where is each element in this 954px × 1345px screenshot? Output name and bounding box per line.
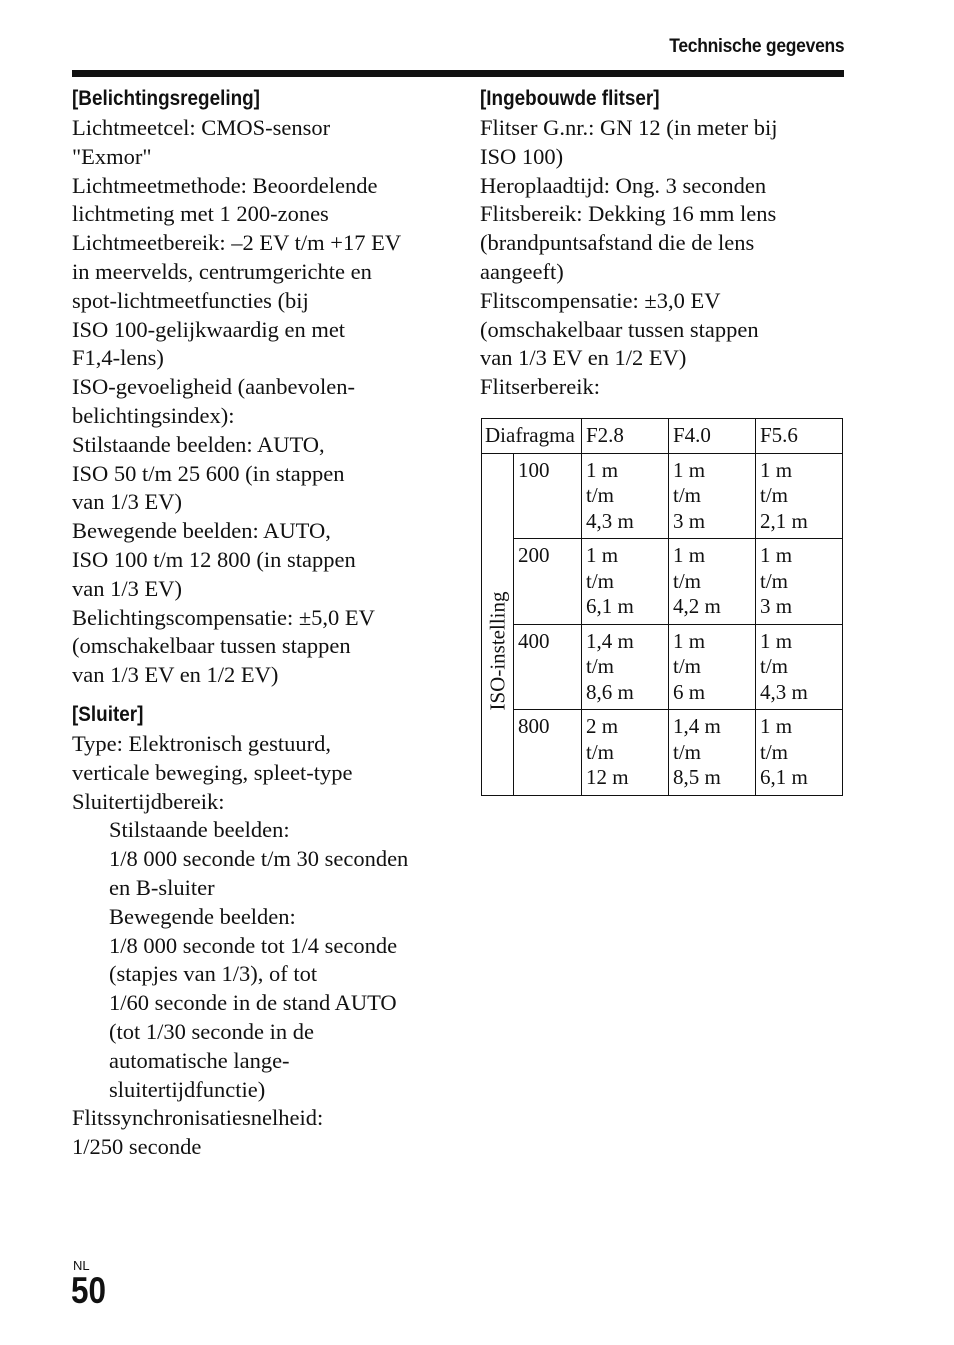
spec-entry [72,604,442,690]
range-cell-line: t/m [586,654,615,678]
spec-line: (brandpuntsafstand die de lens [480,230,755,256]
range-cell-line: 8,5 m [673,765,721,789]
range-cell-line: 2 m [586,714,619,738]
range-cell-line: t/m [760,568,789,593]
range-cell-line: 1 m [673,543,706,567]
left-column [72,84,442,1162]
spec-entry [72,373,442,603]
spec-entry [72,816,442,1104]
spec-entry [72,730,442,788]
right-column [480,84,844,402]
spec-line: 1/250 seconde [72,1134,202,1160]
table-row [482,453,843,539]
range-cell [669,624,756,710]
range-cell-line: 1 m [760,628,793,653]
spec-line: F1,4-lens) [72,345,164,371]
spec-line: 1/60 seconde in de stand AUTO [109,990,397,1016]
spec-line: verticale beweging, spleet-type [72,759,353,785]
table-row [482,539,843,625]
spec-line: Type: Elektronisch gestuurd, [72,730,331,756]
range-cell-line: t/m [760,483,789,507]
iso-value: 100 [514,453,582,539]
aperture-f40: F4.0 [669,419,756,454]
spec-line: ISO 100-gelijkwaardig en met [72,316,346,342]
range-cell [669,710,756,796]
spec-line: ISO 100 t/m 12 800 (in stappen [72,546,356,572]
range-cell-line: t/m [673,654,702,678]
spec-entry [72,1104,442,1162]
flash-spec-list [480,114,844,402]
spec-line: Flitserbereik: [480,374,600,400]
spec-line: van 1/3 EV) [72,575,182,601]
spec-line: (omschakelbaar tussen stappen [72,633,351,659]
shutter-spec-list [72,730,442,1162]
table-row [482,710,843,796]
range-cell-line: 1,4 m [673,714,721,738]
page-number: 50 [71,1270,106,1311]
spec-line: ISO 50 t/m 25 600 (in stappen [72,460,345,486]
spec-line: spot-lichtmeetfuncties (bij [72,287,309,313]
range-cell-line: t/m [586,568,615,593]
spec-line: 1/8 000 seconde tot 1/4 seconde [109,932,398,958]
iso-label-cell [482,453,514,795]
spec-line: Heroplaadtijd: Ong. 3 seconden [480,172,767,198]
spec-line: (stapjes van 1/3), of tot [109,961,318,987]
aperture-f28: F2.8 [582,419,669,454]
spec-line: aangeeft) [480,258,564,284]
range-cell-line: 12 m [586,765,629,789]
spec-entry [480,287,844,373]
range-cell-line: 6 m [673,679,706,704]
spec-line: (tot 1/30 seconde in de [109,1018,314,1044]
spec-line: (omschakelbaar tussen stappen [480,316,759,342]
range-cell-line: 4,2 m [673,594,721,618]
range-cell-line: 1 m [760,543,793,567]
range-cell-line: 2,1 m [760,508,808,533]
range-cell-line: t/m [586,739,615,764]
range-cell-line: 1 m [760,457,793,482]
aperture-header: Diafragma [482,419,582,454]
spec-line: en B-sluiter [109,874,215,900]
spec-line: Lichtmeetbereik: –2 EV t/m +17 EV [72,230,402,256]
spec-line: van 1/3 EV en 1/2 EV) [480,345,687,371]
range-cell-line: t/m [673,739,702,764]
range-cell-line: 1,4 m [586,628,634,653]
range-cell [582,453,669,539]
range-cell-line: 8,6 m [586,679,634,704]
spec-line: Belichtingscompensatie: ±5,0 EV [72,604,375,630]
range-cell-line: 1 m [673,457,706,482]
iso-value: 400 [514,624,582,710]
spec-line: Stilstaande beelden: AUTO, [72,431,325,457]
spec-line: Flitscompensatie: ±3,0 EV [480,287,721,313]
running-header: Technische gegevens [668,36,844,57]
spec-line: Flitssynchronisatiesnelheid: [72,1105,324,1131]
spec-line: Lichtmeetcel: CMOS-sensor [72,115,331,140]
spec-line: automatische lange- [109,1047,290,1073]
spec-entry [72,229,442,373]
range-cell [582,710,669,796]
range-cell [669,539,756,625]
spec-line: in meervelds, centrumgerichte en [72,258,372,284]
table-row [482,624,843,710]
exposure-section-title: [Belichtingsregeling] [72,87,260,110]
range-cell-line: t/m [673,483,702,507]
spec-entry [72,788,442,817]
spec-entry [480,200,844,286]
spec-entry [72,114,442,172]
iso-value: 800 [514,710,582,796]
range-cell-line: 1 m [760,714,793,738]
range-cell-line: t/m [760,739,789,764]
exposure-spec-list [72,114,442,690]
range-cell-line: 6,1 m [586,594,634,618]
spec-line: van 1/3 EV) [72,489,182,515]
header-rule [72,70,844,77]
spec-line: Flitser G.nr.: GN 12 (in meter bij [480,115,778,140]
range-cell [756,453,843,539]
spec-entry [480,114,844,172]
spec-line: lichtmeting met 1 200-zones [72,201,329,227]
spec-line: 1/8 000 seconde t/m 30 seconden [109,846,409,872]
range-cell [756,710,843,796]
flash-range-table [481,418,843,796]
iso-label: ISO-instelling [484,591,509,711]
spec-line: ISO 100) [480,143,564,169]
range-cell-line: 6,1 m [760,765,808,789]
spec-line: Bewegende beelden: AUTO, [72,518,331,544]
spec-line: Bewegende beelden: [109,903,296,929]
spec-line: "Exmor" [72,143,152,169]
range-cell [582,624,669,710]
iso-value: 200 [514,539,582,625]
spec-line: Flitsbereik: Dekking 16 mm lens [480,201,777,227]
language-code: NL [73,1258,90,1273]
table-header-row [482,419,843,454]
range-cell-line: t/m [760,654,789,678]
aperture-f56: F5.6 [756,419,843,454]
spec-entry [480,172,844,201]
spec-line: Stilstaande beelden: [109,817,290,843]
spec-entry [72,172,442,230]
spec-line: ISO-gevoeligheid (aanbevolen- [72,374,356,400]
range-cell-line: 4,3 m [586,508,634,533]
range-cell-line: 4,3 m [760,679,808,704]
spec-line: Lichtmeetmethode: Beoordelende [72,172,378,198]
range-cell [756,624,843,710]
flash-section-title: [Ingebouwde flitser] [480,87,660,110]
spec-line: van 1/3 EV en 1/2 EV) [72,662,279,688]
range-cell-line: 3 m [760,594,793,618]
spec-line: belichtingsindex): [72,402,235,428]
range-cell-line: 1 m [586,543,619,567]
range-cell [669,453,756,539]
shutter-section-title: [Sluiter] [72,702,144,726]
spec-line: Sluitertijdbereik: [72,788,225,814]
spec-line: sluitertijdfunctie) [109,1076,266,1102]
range-cell-line: 1 m [673,628,706,653]
range-cell [582,539,669,625]
spec-entry [480,373,844,402]
range-cell-line: 3 m [673,508,706,533]
range-cell [756,539,843,625]
range-cell-line: t/m [586,483,615,507]
range-cell-line: t/m [673,568,702,593]
range-cell-line: 1 m [586,457,619,482]
